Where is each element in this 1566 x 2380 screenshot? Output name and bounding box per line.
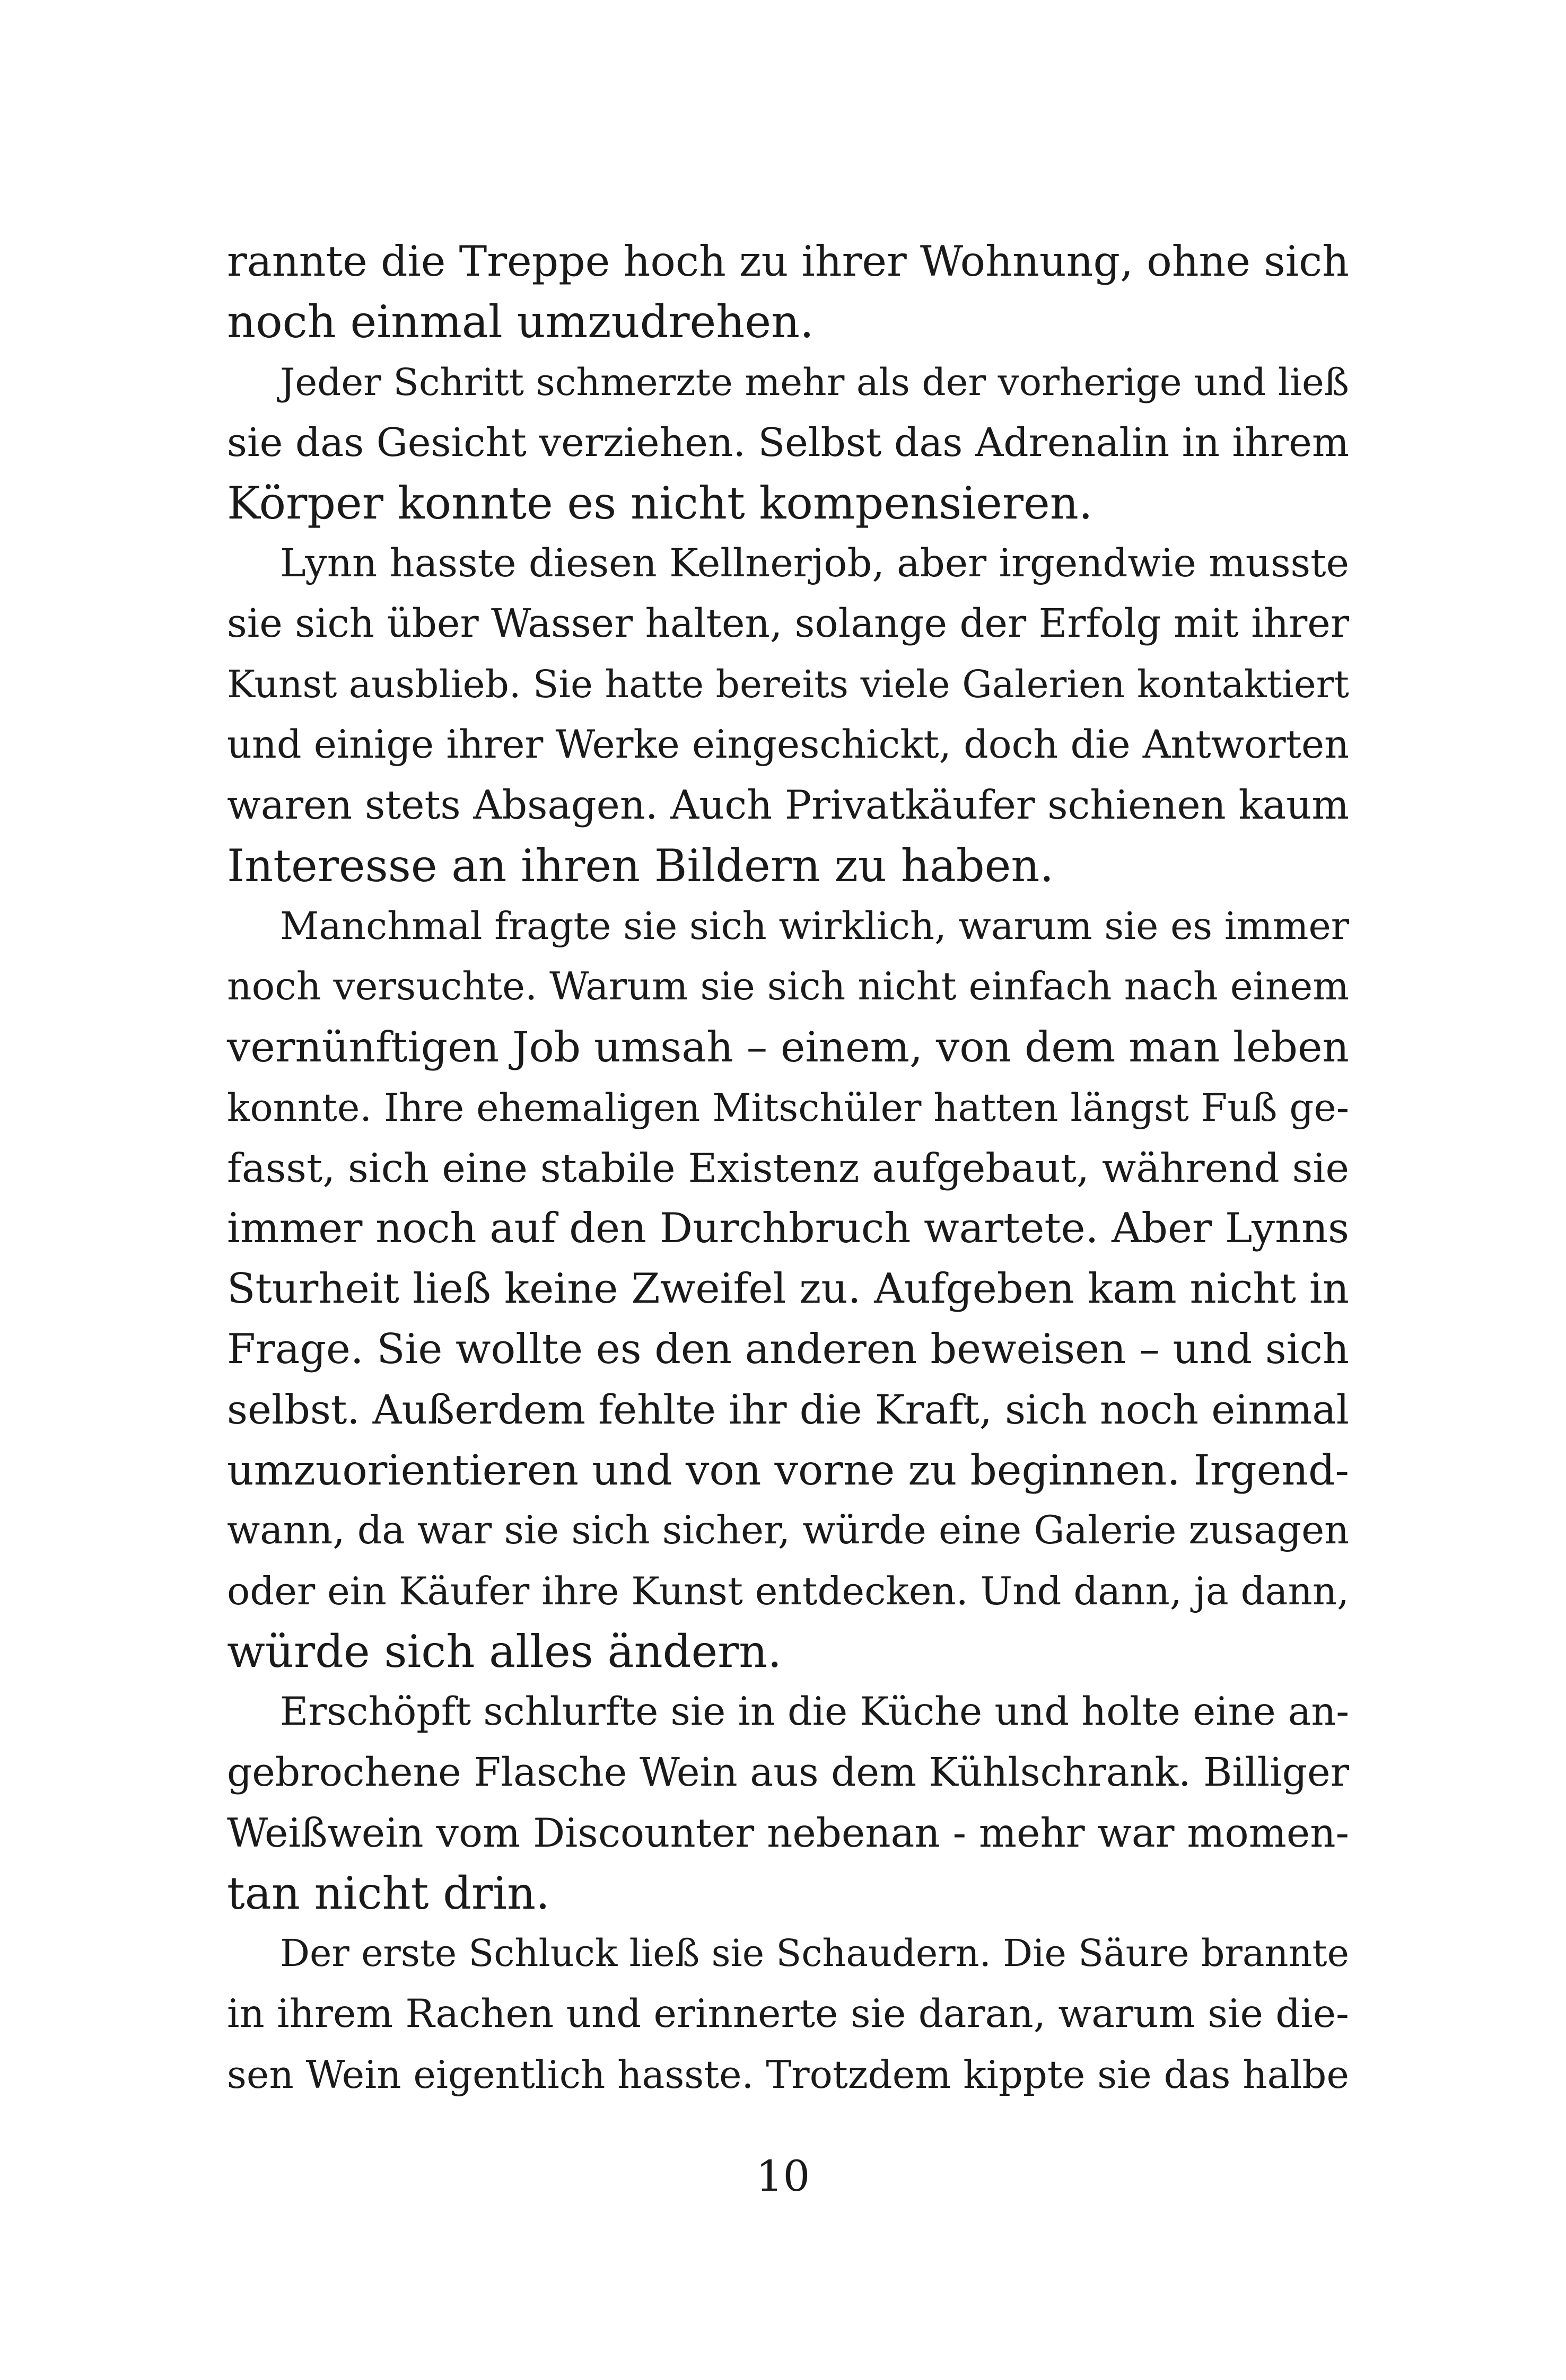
text-line: sie sich über Wasser halten, solange der Erfolg mit ihrer <box>227 601 1349 646</box>
text-line: noch versuchte. Warum sie sich nicht einfach nach einem <box>227 964 1349 1009</box>
text-line: in ihrem Rachen und erinnerte sie daran, warum sie die- <box>227 1991 1349 2036</box>
text-line: tan nicht drin. <box>227 1867 550 1919</box>
text-line: fasst, sich eine stabile Existenz aufgebaut, während sie <box>227 1145 1349 1191</box>
text-line: würde sich alles ändern. <box>227 1626 782 1678</box>
text-line: sie das Gesicht verziehen. Selbst das Adrenalin in ihrem <box>227 420 1349 466</box>
text-line: Frage. Sie wollte es den anderen beweisen – und sich <box>227 1325 1349 1373</box>
text-line: sen Wein eigentlich hasste. Trotzdem kippte sie das halbe <box>227 2052 1349 2097</box>
text-line: selbst. Außerdem fehlte ihr die Kraft, sich noch einmal <box>227 1386 1349 1433</box>
text-line: und einige ihrer Werke eingeschickt, doch die Antworten <box>227 722 1349 767</box>
text-line: Körper konnte es nicht kompensieren. <box>227 477 1093 529</box>
text-line: noch einmal umzudrehen. <box>227 296 814 348</box>
text-line: Interesse an ihren Bildern zu haben. <box>227 840 1054 892</box>
text-line: umzuorientieren und von vorne zu beginnen. Irgend- <box>227 1446 1349 1495</box>
text-line: Sturheit ließ keine Zweifel zu. Aufgeben kam nicht in <box>227 1265 1349 1313</box>
text-line: gebrochene Flasche Wein aus dem Kühlschrank. Billiger <box>227 1750 1349 1795</box>
text-line: Jeder Schritt schmerzte mehr als der vorherige und ließ <box>280 360 1349 404</box>
page-number: 10 <box>756 2151 810 2201</box>
text-line: Der erste Schluck ließ sie Schaudern. Die Säure brannte <box>280 1932 1349 1975</box>
body-text <box>227 231 1349 2105</box>
text-line: konnte. Ihre ehemaligen Mitschüler hatten längst Fuß ge- <box>227 1085 1349 1130</box>
text-line: immer noch auf den Durchbruch wartete. Aber Lynns <box>227 1205 1349 1252</box>
text-line: waren stets Absagen. Auch Privatkäufer schienen kaum <box>227 782 1349 828</box>
text-line: Weißwein vom Discounter nebenan - mehr war momen- <box>227 1810 1349 1856</box>
text-line: oder ein Käufer ihre Kunst entdecken. Und dann, ja dann, <box>227 1569 1349 1613</box>
text-line: wann, da war sie sich sicher, würde eine Galerie zusagen <box>227 1508 1349 1553</box>
text-line: Kunst ausblieb. Sie hatte bereits viele Galerien kontaktiert <box>227 662 1349 706</box>
text-line: vernünftigen Job umsah – einem, von dem man leben <box>227 1023 1349 1072</box>
text-line: Lynn hasste diesen Kellnerjob, aber irgendwie musste <box>280 541 1349 586</box>
text-line: Erschöpft schlurfte sie in die Küche und holte eine an- <box>280 1689 1349 1734</box>
text-line: Manchmal fragte sie sich wirklich, warum sie es immer <box>280 904 1349 948</box>
text-line: rannte die Treppe hoch zu ihrer Wohnung, ohne sich <box>227 237 1349 286</box>
